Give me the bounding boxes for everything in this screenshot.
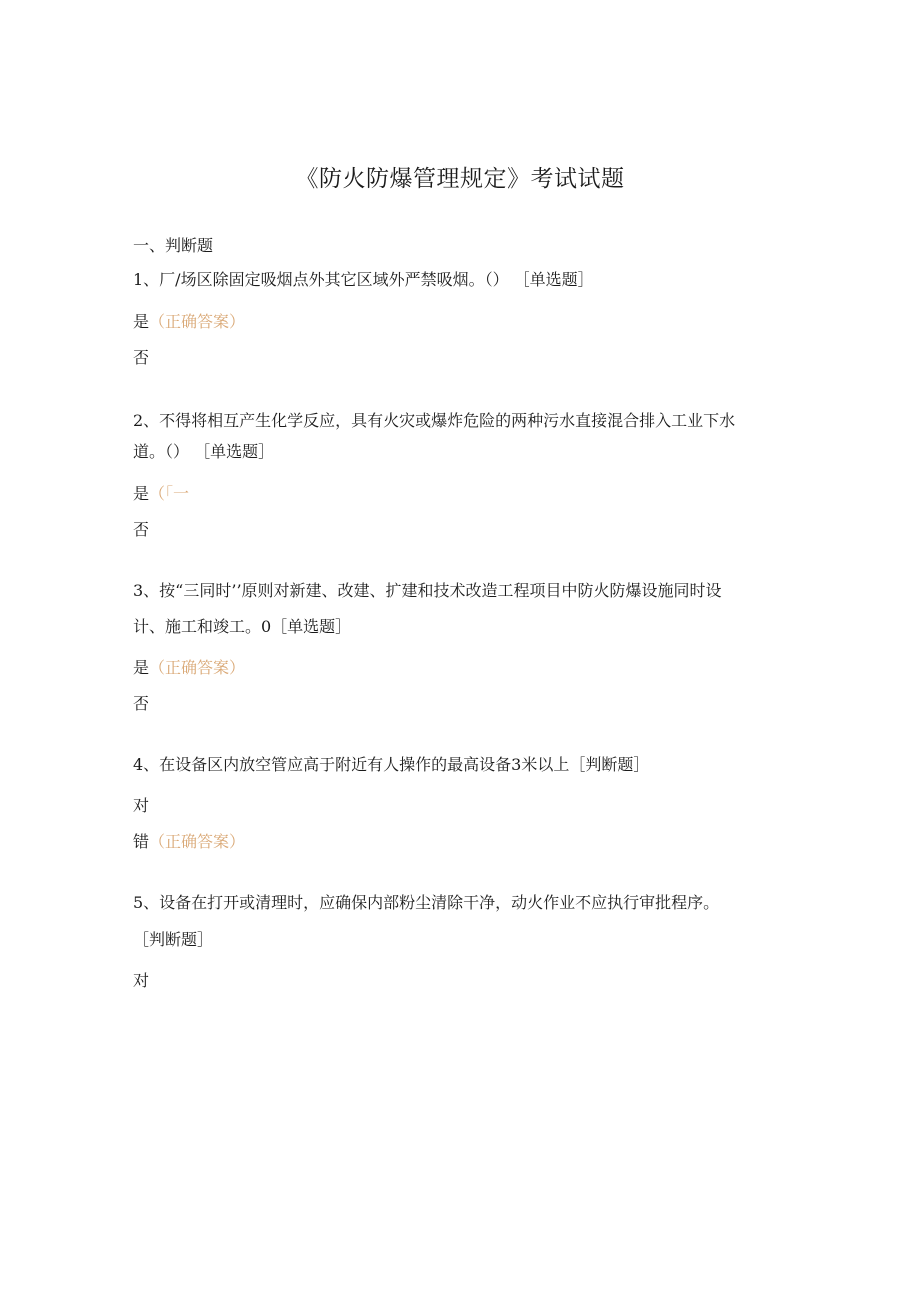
question-4-text: 4、在设备区内放空管应高于附近有人操作的最高设备3米以上［判断题］ [133,755,650,774]
question-2-text-line-2: 道。（） ［单选题］ [133,442,275,461]
question-2-option-2[interactable] [133,518,783,542]
correct-answer-tag: （正确答案） [149,312,246,331]
option-label: 否 [133,694,150,713]
question-5-text-line-2: ［判断题］ [133,930,214,949]
question-3-text-line-2: 计、施工和竣工。0［单选题］ [133,617,352,636]
option-label: 否 [133,348,150,367]
correct-answer-tag: （正确答案） [149,658,246,677]
question-5-option-1[interactable] [133,969,783,993]
option-label: 错 [133,832,150,851]
section-heading: 一、判断题 [133,236,214,255]
question-3-option-2[interactable] [133,692,783,716]
option-label: 否 [133,520,150,539]
option-label: 对 [133,796,150,815]
question-4-option-1[interactable] [133,794,783,818]
answer-tag-fragment: （「一 [149,484,190,503]
question-2-option-1[interactable] [133,482,783,506]
option-label: 是 [133,484,150,503]
question-2-text-line-1: 2、不得将相互产生化学反应，具有火灾或爆炸危险的两种污水直接混合排入工业下水 [133,411,736,430]
question-3-option-1[interactable] [133,656,783,680]
option-label: 是 [133,312,150,331]
question-4-option-2[interactable] [133,830,783,854]
correct-answer-tag: （正确答案） [149,832,246,851]
option-label: 对 [133,971,150,990]
option-label: 是 [133,658,150,677]
question-3-text-line-1: 3、按“三同时’’原则对新建、改建、扩建和技术改造工程项目中防火防爆设施同时设 [133,581,722,600]
question-1-option-1[interactable] [133,310,783,334]
question-1-option-2[interactable] [133,346,783,370]
page-title: 《防火防爆管理规定》考试试题 [295,166,625,192]
question-1-text: 1、厂/场区除固定吸烟点外其它区域外严禁吸烟。（） ［单选题］ [133,270,594,289]
question-5-text-line-1: 5、设备在打开或清理时，应确保内部粉尘清除干净，动火作业不应执行审批程序。 [133,893,720,912]
